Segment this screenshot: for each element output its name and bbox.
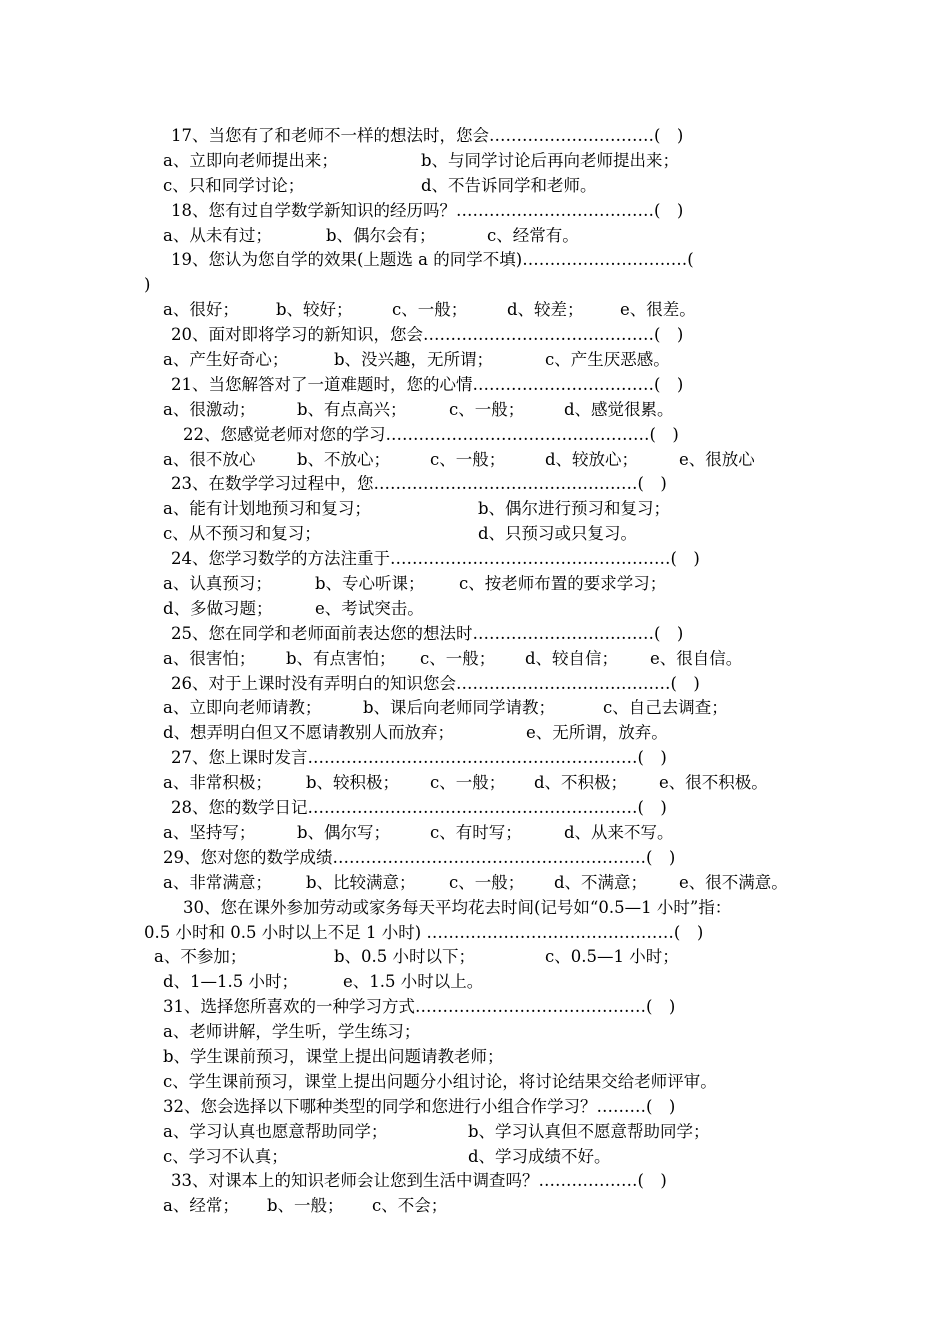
question-text: 25、您在同学和老师面前表达您的想法时……………………………( ) <box>171 623 684 643</box>
option-text: b、偶尔会有； <box>326 225 436 245</box>
question-text: 33、对课本上的知识老师会让您到生活中调查吗？………………( ) <box>171 1171 667 1191</box>
option-row <box>0 970 950 995</box>
option-row <box>0 696 950 721</box>
option-row <box>0 1020 950 1045</box>
question-text: 24、您学习数学的方法注重于……………………………………………( ) <box>171 549 700 569</box>
option-text: b、偶尔写； <box>297 822 391 842</box>
option-text: d、较自信； <box>525 648 619 668</box>
option-text: d、较放心； <box>545 449 639 469</box>
option-row <box>0 1045 950 1070</box>
question-text: 23、在数学学习过程中，您…………………………………………( ) <box>171 474 667 494</box>
option-row <box>0 597 950 622</box>
option-text: b、与同学讨论后再向老师提出来； <box>421 150 680 170</box>
option-text: d、不满意； <box>554 872 648 892</box>
option-text: d、学习成绩不好。 <box>468 1146 611 1166</box>
option-text: a、非常积极； <box>163 773 272 793</box>
option-text: e、很差。 <box>620 300 696 320</box>
option-text: d、想弄明白但又不愿请教别人而放弃； <box>163 723 455 743</box>
question-line <box>0 124 950 149</box>
question-text: 21、当您解答对了一道难题时，您的心情……………………………( ) <box>171 374 684 394</box>
option-row <box>0 721 950 746</box>
question-text: 30、您在课外参加劳动或家务每天平均花去时间(记号如“0.5—1 小时”指： <box>183 897 732 917</box>
option-text: c、学习不认真； <box>163 1146 288 1166</box>
option-text: c、只和同学讨论； <box>163 175 305 195</box>
option-text: a、老师讲解，学生听，学生练习； <box>163 1022 421 1042</box>
option-text: b、有点害怕； <box>286 648 396 668</box>
option-text: d、感觉很累。 <box>564 399 674 419</box>
option-text: a、能有计划地预习和复习； <box>163 499 371 519</box>
option-text: c、一般； <box>420 648 496 668</box>
question-line <box>0 995 950 1020</box>
option-text: b、没兴趣，无所谓； <box>334 350 494 370</box>
option-text: e、很放心 <box>679 449 755 469</box>
question-text: 29、您对您的数学成绩…………………………………………………( ) <box>163 847 676 867</box>
option-text: c、不会； <box>372 1196 448 1216</box>
option-text: c、按老师布置的要求学习； <box>459 574 667 594</box>
option-text: d、从来不写。 <box>564 822 674 842</box>
question-line <box>0 199 950 224</box>
question-text-continued: ) <box>144 275 151 295</box>
option-text: a、经常； <box>163 1196 239 1216</box>
option-text: b、课后向老师同学请教； <box>363 698 556 718</box>
option-text: c、经常有。 <box>487 225 579 245</box>
question-line <box>0 846 950 871</box>
option-row <box>0 497 950 522</box>
option-text: e、考试突击。 <box>315 598 424 618</box>
option-text: b、学生课前预习，课堂上提出问题请教老师； <box>163 1046 504 1066</box>
option-text: c、自己去调查； <box>603 698 728 718</box>
option-text: a、学习认真也愿意帮助同学； <box>163 1121 388 1141</box>
question-line <box>0 1169 950 1194</box>
option-text: c、从不预习和复习； <box>163 524 321 544</box>
option-row <box>0 771 950 796</box>
option-text: c、0.5—1 小时； <box>545 947 679 967</box>
option-row <box>0 348 950 373</box>
option-text: c、一般； <box>430 773 506 793</box>
option-row <box>0 298 950 323</box>
option-row <box>0 871 950 896</box>
question-list <box>0 124 950 1219</box>
option-text: b、专心听课； <box>315 574 425 594</box>
option-row <box>0 174 950 199</box>
option-text: a、坚持写； <box>163 822 256 842</box>
option-row <box>0 448 950 473</box>
option-row <box>0 1194 950 1219</box>
option-text: b、较积极； <box>306 773 400 793</box>
question-line <box>0 672 950 697</box>
option-text: d、多做习题； <box>163 598 273 618</box>
option-row <box>0 1070 950 1095</box>
option-row <box>0 821 950 846</box>
question-line <box>0 547 950 572</box>
question-text: 31、选择您所喜欢的一种学习方式……………………………………( ) <box>163 997 676 1017</box>
option-row <box>0 149 950 174</box>
option-text: a、产生好奇心； <box>163 350 289 370</box>
option-text: c、一般； <box>449 399 525 419</box>
question-continuation-line <box>0 921 950 946</box>
question-line <box>0 423 950 448</box>
option-text: b、学习认真但不愿意帮助同学； <box>468 1121 710 1141</box>
question-text: 22、您感觉老师对您的学习…………………………………………( ) <box>183 424 679 444</box>
question-line <box>0 1095 950 1120</box>
option-text: e、无所谓，放弃。 <box>526 723 668 743</box>
option-text: d、不告诉同学和老师。 <box>421 175 597 195</box>
question-text: 20、面对即将学习的新知识，您会……………………………………( ) <box>171 325 684 345</box>
question-line <box>0 323 950 348</box>
option-text: d、较差； <box>507 300 584 320</box>
question-text: 19、您认为您自学的效果(上题选 a 的同学不填)…………………………( <box>171 250 694 270</box>
question-line <box>0 896 950 921</box>
option-text: d、1—1.5 小时； <box>163 972 299 992</box>
option-text: c、产生厌恶感。 <box>545 350 670 370</box>
question-line <box>0 796 950 821</box>
question-line <box>0 373 950 398</box>
option-text: a、立即向老师提出来； <box>163 150 338 170</box>
option-row <box>0 945 950 970</box>
option-text: a、认真预习； <box>163 574 272 594</box>
question-line <box>0 472 950 497</box>
option-text: c、一般； <box>430 449 506 469</box>
question-text: 28、您的数学日记……………………………………………………( ) <box>171 798 667 818</box>
option-row <box>0 522 950 547</box>
question-text: 27、您上课时发言……………………………………………………( ) <box>171 748 667 768</box>
option-text: e、很不积极。 <box>659 773 768 793</box>
option-text: c、一般； <box>392 300 468 320</box>
option-text: d、只预习或只复习。 <box>478 524 638 544</box>
option-text: b、一般； <box>267 1196 344 1216</box>
option-text: e、很不满意。 <box>679 872 788 892</box>
question-text-continued: 0.5 小时和 0.5 小时以上不足 1 小时) ………………………………………( ) <box>144 922 704 942</box>
question-text: 32、您会选择以下哪种类型的同学和您进行小组合作学习？………( ) <box>163 1096 676 1116</box>
option-row <box>0 398 950 423</box>
option-text: c、学生课前预习，课堂上提出问题分小组讨论，将讨论结果交给老师评审。 <box>163 1071 717 1091</box>
question-text: 18、您有过自学数学新知识的经历吗？………………………………( ) <box>171 200 684 220</box>
option-text: b、不放心； <box>297 449 391 469</box>
option-text: b、比较满意； <box>306 872 416 892</box>
option-row <box>0 1120 950 1145</box>
option-text: a、从未有过； <box>163 225 272 245</box>
option-text: c、一般； <box>449 872 525 892</box>
option-text: b、有点高兴； <box>297 399 407 419</box>
question-line <box>0 248 950 273</box>
option-text: a、很不放心 <box>163 449 256 469</box>
option-text: a、很害怕； <box>163 648 256 668</box>
question-line <box>0 622 950 647</box>
option-text: b、偶尔进行预习和复习； <box>478 499 671 519</box>
question-continuation-line <box>0 273 950 298</box>
option-text: a、不参加； <box>154 947 247 967</box>
option-text: b、较好； <box>276 300 353 320</box>
question-line <box>0 746 950 771</box>
option-text: a、很激动； <box>163 399 256 419</box>
option-row <box>0 572 950 597</box>
option-row <box>0 647 950 672</box>
option-text: a、很好； <box>163 300 239 320</box>
option-text: b、0.5 小时以下； <box>334 947 476 967</box>
option-row <box>0 1145 950 1170</box>
question-text: 26、对于上课时没有弄明白的知识您会…………………………………( ) <box>171 673 700 693</box>
option-text: e、很自信。 <box>650 648 743 668</box>
question-text: 17、当您有了和老师不一样的想法时，您会…………………………( ) <box>171 126 684 145</box>
option-text: a、非常满意； <box>163 872 272 892</box>
option-text: c、有时写； <box>430 822 522 842</box>
option-text: a、立即向老师请教； <box>163 698 322 718</box>
option-text: e、1.5 小时以上。 <box>343 972 484 992</box>
option-row <box>0 224 950 249</box>
option-text: d、不积极； <box>534 773 628 793</box>
